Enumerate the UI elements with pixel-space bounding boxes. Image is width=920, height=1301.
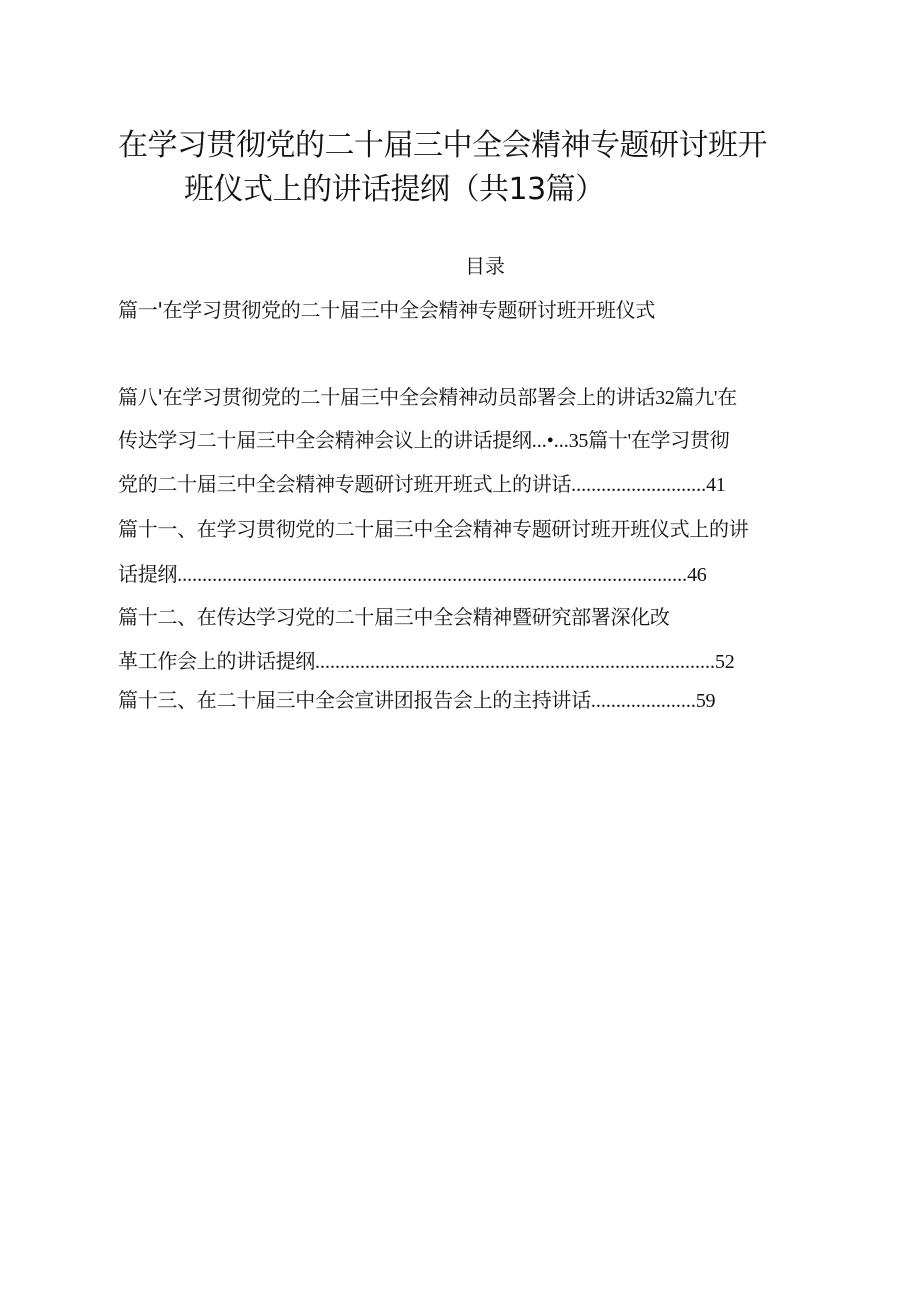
toc-leader: ...................................................................................................... xyxy=(177,564,688,586)
toc-entry-text: 党的二十届三中全会精神专题研讨班开班式上的讲话 xyxy=(118,472,572,496)
toc-entry xyxy=(118,686,715,715)
toc-entry-page: 35篇十'在学习贯彻 xyxy=(568,430,730,452)
toc-entry-text: 篇一'在学习贯彻党的二十届三中全会精神专题研讨班开班仪式 xyxy=(118,298,656,322)
toc-entry-text: 篇八'在学习贯彻党的二十届三中全会精神动员部署会上的讲话 xyxy=(118,385,656,409)
toc-entry-page: 52 xyxy=(715,651,735,673)
toc-leader: ...•... xyxy=(531,430,569,452)
toc-entry-text: 话提纲 xyxy=(118,562,178,586)
toc-entry-page: 41 xyxy=(706,474,726,496)
toc-leader: ..................... xyxy=(590,690,696,712)
toc-entry xyxy=(118,560,707,589)
toc-entry xyxy=(118,603,670,631)
toc-entry xyxy=(118,296,655,324)
toc-entry xyxy=(118,426,729,455)
title-line-1: 在学习贯彻党的二十届三中全会精神专题研讨班开 xyxy=(118,128,767,163)
toc-entry xyxy=(118,383,737,412)
toc-entry-page: 46 xyxy=(687,564,707,586)
toc-heading: 目录 xyxy=(465,254,505,278)
toc-leader: ........................... xyxy=(571,474,707,496)
toc-leader: ................................................................................ xyxy=(315,651,715,673)
document-title xyxy=(118,124,858,212)
toc-entry xyxy=(118,647,734,676)
toc-entry-text: 篇十三、在二十届三中全会宣讲团报告会上的主持讲话 xyxy=(118,688,591,712)
toc-entry-text: 篇十二、在传达学习党的二十届三中全会精神暨研究部署深化改 xyxy=(118,605,670,629)
toc-entry-text: 传达学习二十届三中全会精神会议上的讲话提纲 xyxy=(118,428,532,452)
toc-entry xyxy=(118,470,726,499)
toc-entry xyxy=(118,515,748,543)
toc-entry-text: 篇十一、在学习贯彻党的二十届三中全会精神专题研讨班开班仪式上的讲 xyxy=(118,517,749,541)
toc-entry-page: 32篇九'在 xyxy=(655,387,737,409)
toc-entry-page: 59 xyxy=(695,690,716,712)
toc-entry-text: 革工作会上的讲话提纲 xyxy=(118,649,315,673)
title-line-2: 班仪式上的讲话提纲（共13篇） xyxy=(184,172,605,207)
